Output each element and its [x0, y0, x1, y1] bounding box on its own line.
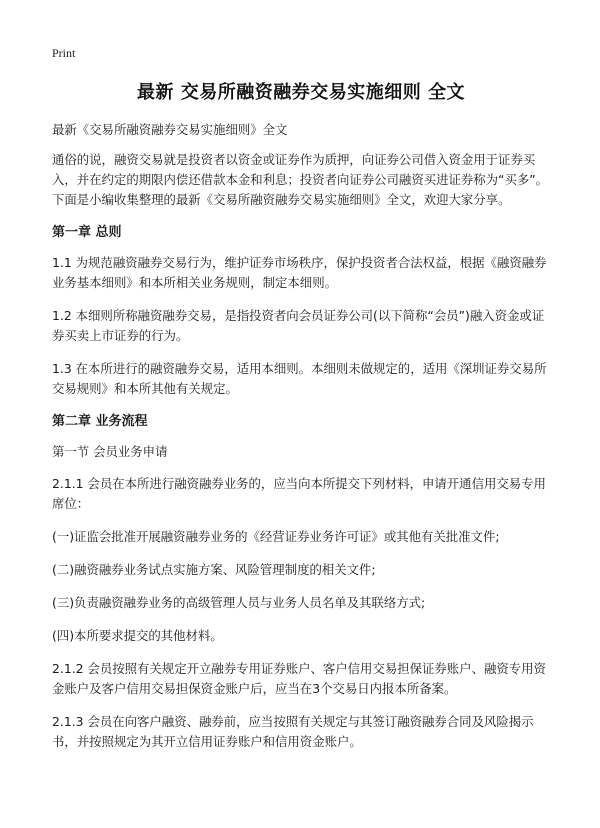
intro-paragraph: 通俗的说，融资交易就是投资者以资金或证券作为质押，向证券公司借入资金用于证券买入，并在约定的期限内偿还借款本金和利息；投资者向证券公司融资买进证券称为“买多”。下面是小编收集整理的最新《交易所融资融券交易实施细则》全文，欢迎大家分享。 [52, 152, 549, 207]
document-subtitle: 最新《交易所融资融券交易实施细则》全文 [52, 122, 288, 137]
list-item-4: (四)本所要求提交的其他材料。 [52, 628, 223, 643]
page-title: 最新 交易所融资融券交易实施细则 全文 [136, 82, 466, 103]
article-2-1-2: 2.1.2 会员按照有关规定开立融券专用证券账户、客户信用交易担保证券账户、融资专用资金账户及客户信用交易担保资金账户后，应当在3个交易日内报本所备案。 [52, 661, 546, 696]
article-1-3: 1.3 在本所进行的融资融券交易，适用本细则。本细则未做规定的，适用《深圳证券交易所交易规则》和本所其他有关规定。 [52, 361, 547, 396]
list-item-1: (一)证监会批准开展融资融券业务的《经营证券业务许可证》或其他有关批准文件; [52, 529, 500, 544]
article-2-1-3: 2.1.3 会员在向客户融资、融券前，应当按照有关规定与其签订融资融券合同及风险揭示书，并按照规定为其开立信用证券账户和信用资金账户。 [52, 714, 534, 749]
chapter-1-heading: 第一章 总则 [52, 225, 122, 240]
chapter-2-heading: 第二章 业务流程 [52, 414, 148, 429]
print-label[interactable]: Print [52, 46, 76, 60]
section-1-heading: 第一节 会员业务申请 [52, 444, 168, 459]
article-2-1-1: 2.1.1 会员在本所进行融资融券业务的，应当向本所提交下列材料，申请开通信用交易专用席位： [52, 476, 546, 511]
article-1-1: 1.1 为规范融资融券交易行为，维护证券市场秩序，保护投资者合法权益，根据《融资融券业务基本细则》和本所相关业务规则，制定本细则。 [52, 255, 547, 290]
list-item-2: (二)融资融券业务试点实施方案、风险管理制度的相关文件; [52, 562, 376, 577]
article-1-2: 1.2 本细则所称融资融券交易，是指投资者向会员证券公司(以下简称“会员”)融入资金或证券买卖上市证券的行为。 [52, 308, 545, 343]
list-item-3: (三)负责融资融券业务的高级管理人员与业务人员名单及其联络方式; [52, 595, 426, 610]
document-body [52, 120, 554, 765]
